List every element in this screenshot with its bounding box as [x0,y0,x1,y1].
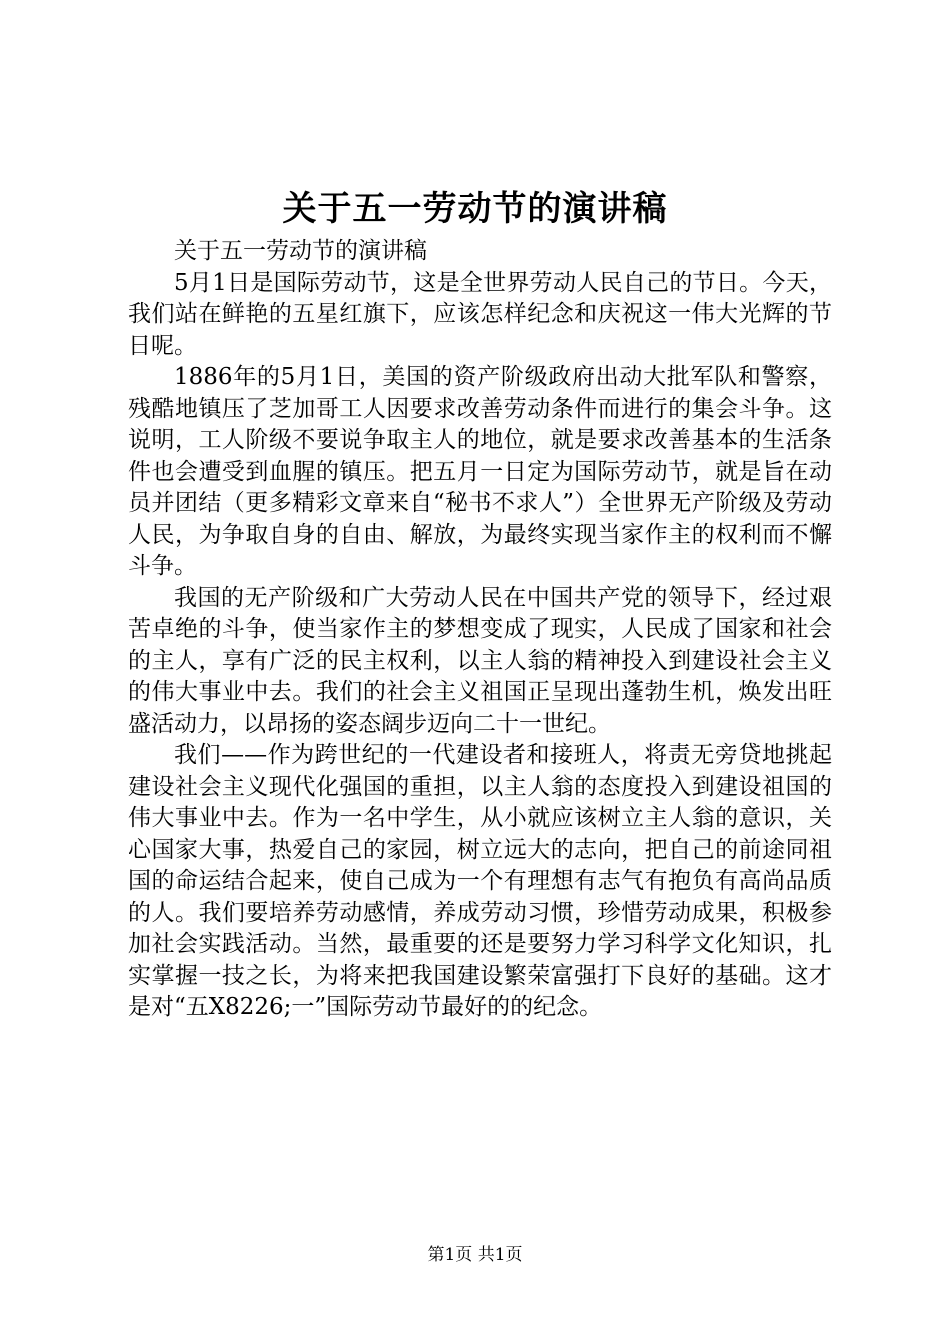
document-body [128,236,832,1024]
paragraph-1: 关于五一劳动节的演讲稿 [174,238,427,264]
paragraph-4: 我国的无产阶级和广大劳动人民在中国共产党的领导下，经过艰苦卓绝的斗争，使当家作主的梦想变成了现实，人民成了国家和社会的主人，享有广泛的民主权利，以主人翁的精神投入到建设社会主义的伟大事业中去。我们的社会主义祖国正呈现出蓬勃生机，焕发出旺盛活动力，以昂扬的姿态阔步迈向二十一世纪。 [128,584,832,737]
paragraph-5: 我们——作为跨世纪的一代建设者和接班人，将责无旁贷地挑起建设社会主义现代化强国的重担，以主人翁的态度投入到建设祖国的伟大事业中去。作为一名中学生，从小就应该树立主人翁的意识，关心国家大事，热爱自己的家园，树立远大的志向，把自己的前途同祖国的命运结合起来，使自己成为一个有理想有志气有抱负有高尚品质的人。我们要培养劳动感情，养成劳动习惯，珍惜劳动成果，积极参加社会实践活动。当然，最重要的还是要努力学习科学文化知识，扎实掌握一技之长，为将来把我国建设繁荣富强打下良好的基础。这才是对“五X8226;一”国际劳动节最好的的纪念。 [128,742,832,1020]
paragraph-3: 1886年的5月1日，美国的资产阶级政府出动大批军队和警察，残酷地镇压了芝加哥工人因要求改善劳动条件而进行的集会斗争。这说明，工人阶级不要说争取主人的地位，就是要求改善基本的生活条件也会遭受到血腥的镇压。把五月一日定为国际劳动节，就是旨在动员并团结（更多精彩文章来自“秘书不求人”）全世界无产阶级及劳动人民，为争取自身的自由、解放，为最终实现当家作主的权利而不懈斗争。 [128,364,832,579]
paragraph-2: 5月1日是国际劳动节，这是全世界劳动人民自己的节日。今天，我们站在鲜艳的五星红旗下，应该怎样纪念和庆祝这一伟大光辉的节日呢。 [128,269,832,359]
document-title: 关于五一劳动节的演讲稿 [282,189,668,229]
page-footer: 第1页 共1页 [427,1245,523,1265]
